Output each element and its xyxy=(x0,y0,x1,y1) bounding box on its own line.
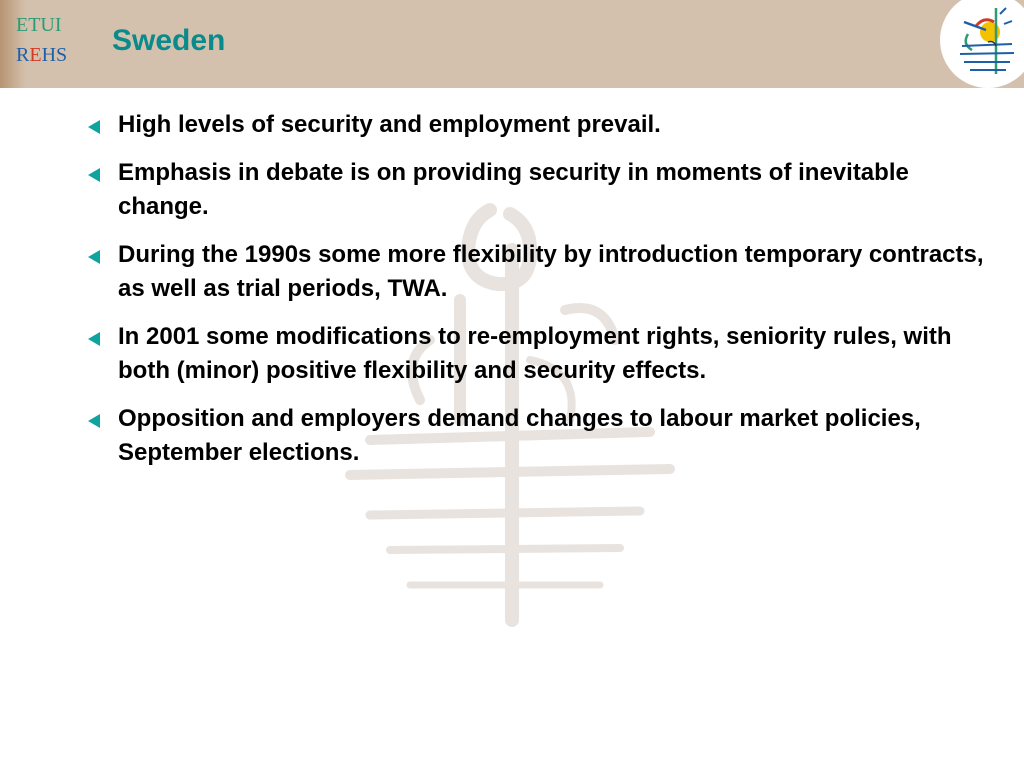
logo-line-rehs xyxy=(16,40,90,70)
bullet-item xyxy=(86,238,986,306)
slide-title: Sweden xyxy=(112,24,226,57)
logo-letter-e: E xyxy=(29,44,42,66)
bullet-item xyxy=(86,320,986,388)
etui-rehs-logo xyxy=(16,10,90,80)
logo-letter-r: R xyxy=(16,44,30,66)
logo-line-etui: ETUI xyxy=(16,14,62,36)
bullet-text: Emphasis in debate is on providing security in moments of inevitable change. xyxy=(118,159,909,220)
header-bar xyxy=(0,0,1024,88)
bullet-item xyxy=(86,402,986,470)
corner-logo xyxy=(940,0,1024,88)
bullet-text: High levels of security and employment prevail. xyxy=(118,111,661,138)
left-triangle-icon xyxy=(88,414,100,428)
left-triangle-icon xyxy=(88,168,100,182)
left-triangle-icon xyxy=(88,120,100,134)
bullet-list xyxy=(86,108,986,484)
bullet-item xyxy=(86,108,986,142)
left-triangle-icon xyxy=(88,250,100,264)
bullet-text: Opposition and employers demand changes to labour market policies, September elections. xyxy=(118,405,921,466)
left-triangle-icon xyxy=(88,332,100,346)
bullet-text: In 2001 some modifications to re-employment rights, seniority rules, with both (minor) positive flexibility and security effects. xyxy=(118,323,952,384)
bullet-item xyxy=(86,156,986,224)
bullet-text: During the 1990s some more flexibility by introduction temporary contracts, as well as trial periods, TWA. xyxy=(118,241,984,302)
logo-letters-hs: HS xyxy=(41,44,68,66)
stylized-figure-logo-icon xyxy=(950,4,1024,80)
